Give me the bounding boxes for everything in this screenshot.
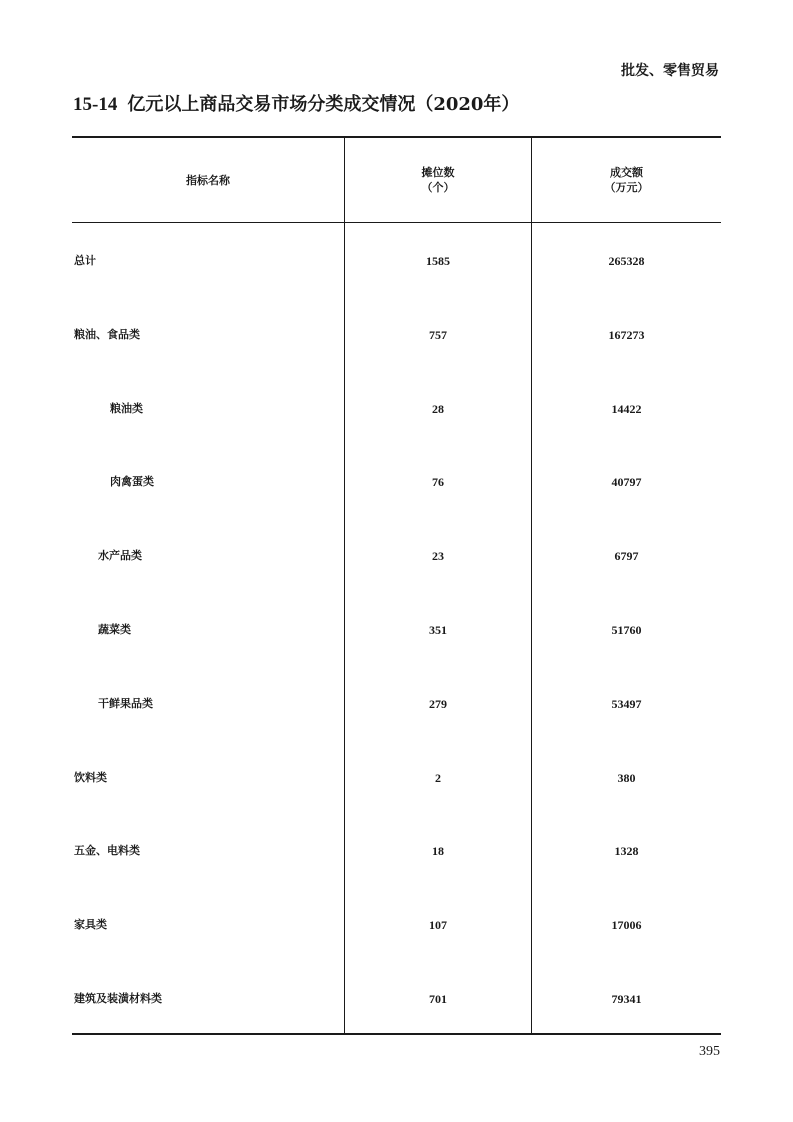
row-name: 水产品类 [98,549,142,562]
header-name-label: 指标名称 [186,173,230,187]
row-name: 蔬菜类 [98,623,131,636]
header-turnover-label: 成交额 [610,166,643,179]
row-stalls: 279 [429,697,447,711]
header-stalls [344,138,531,222]
stalls-column [344,223,531,1033]
row-turnover: 265328 [608,254,645,268]
row-turnover: 14422 [611,402,642,416]
row-turnover: 167273 [608,328,645,342]
header-name [72,138,344,222]
table-title-text: 亿元以上商品交易市场分类成交情况（2020年） [127,94,520,115]
row-turnover: 6797 [614,549,639,563]
row-name: 总计 [74,254,96,267]
row-stalls: 18 [432,844,444,858]
row-turnover: 1328 [614,844,639,858]
table-body [72,223,721,1033]
name-column [72,223,344,1033]
row-name: 粮油、食品类 [74,328,140,341]
bottom-rule [72,1033,721,1035]
row-name: 家具类 [74,918,107,931]
row-name: 肉禽蛋类 [110,475,154,488]
row-name: 五金、电料类 [74,844,140,857]
data-table [72,136,721,1035]
row-stalls: 23 [432,549,444,563]
row-stalls: 2 [435,771,441,785]
table-title [73,90,519,116]
row-stalls: 757 [429,328,447,342]
row-stalls: 76 [432,475,444,489]
row-turnover: 17006 [611,918,642,932]
table-header [72,138,721,223]
turnover-column [531,223,721,1033]
row-turnover: 51760 [611,623,642,637]
row-name: 粮油类 [110,402,143,415]
row-turnover: 79341 [611,992,642,1006]
row-turnover: 40797 [611,475,642,489]
row-stalls: 1585 [426,254,450,268]
row-turnover: 53497 [611,697,642,711]
section-name: 批发、零售贸易 [621,63,719,79]
header-stalls-label: 摊位数 [421,166,455,179]
header-turnover-unit: （万元） [604,181,649,194]
header-stalls-unit: （个） [421,181,455,194]
header-turnover [531,138,721,222]
page-number: 395 [699,1044,720,1059]
row-stalls: 28 [432,402,444,416]
row-turnover: 380 [617,771,636,785]
row-stalls: 701 [429,992,447,1006]
table-number: 15-14 [73,94,118,115]
row-stalls: 351 [429,623,447,637]
row-stalls: 107 [429,918,447,932]
row-name: 干鲜果品类 [98,697,153,710]
row-name: 建筑及装潢材料类 [74,992,162,1005]
row-name: 饮料类 [74,771,107,784]
